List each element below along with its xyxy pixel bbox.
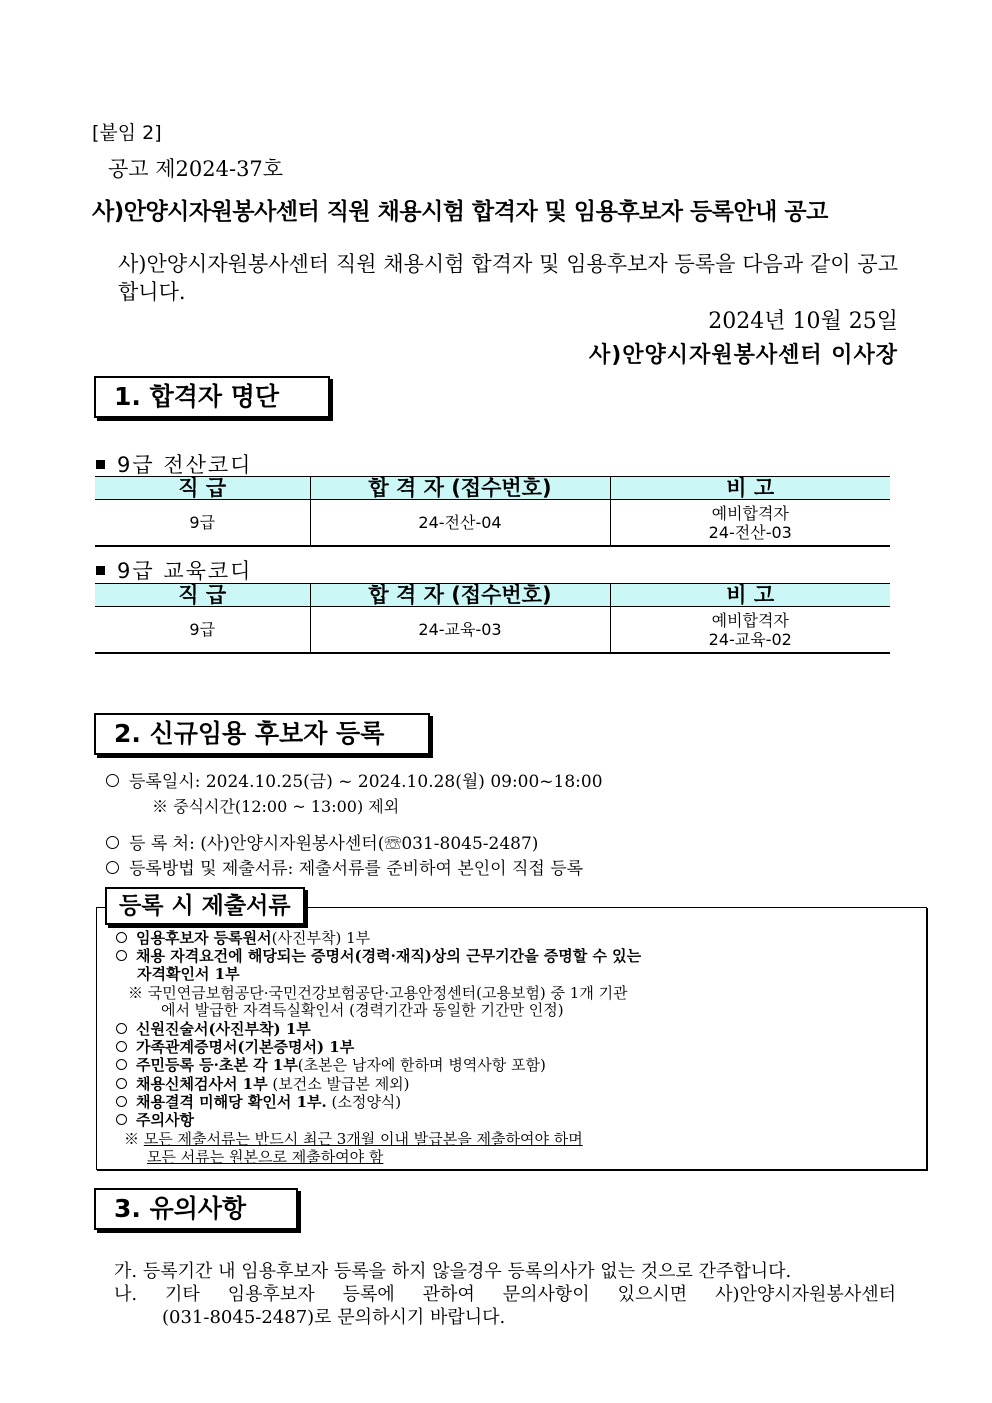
circle-bullet-icon: [116, 1078, 127, 1089]
header-note: 비 고: [610, 477, 890, 500]
header-note: 비 고: [610, 584, 890, 607]
doc-item-1-rest: (사진부착) 1부: [271, 929, 371, 947]
cell-note: [610, 500, 890, 547]
header-grade: 직 급: [95, 584, 310, 607]
category-education: [96, 555, 252, 585]
circle-bullet-icon: [106, 836, 119, 849]
reserve-number: 24-교육-02: [708, 629, 792, 649]
circle-bullet-icon: [116, 1023, 127, 1034]
doc-item-4: [116, 1038, 354, 1056]
square-bullet-icon: [96, 566, 105, 575]
caution-item-1: 가. 등록기간 내 임용후보자 등록을 하지 않을경우 등록의사가 없는 것으로 간주합니다.: [114, 1261, 792, 1282]
doc-item-6-bold: 채용신체검사서 1부: [136, 1075, 268, 1093]
doc-item-6: [116, 1075, 410, 1093]
table-header-row: [95, 584, 890, 607]
section3-heading: 3. 유의사항: [94, 1188, 298, 1230]
doc-item-5-bold: 주민등록 등·초본 각 1부: [136, 1056, 298, 1074]
doc-item-1-bold: 임용후보자 등록원서: [136, 929, 272, 947]
doc-item-2-line2-text: 자격확인서 1부: [137, 965, 240, 983]
header-passer: 합 격 자 (접수번호): [310, 584, 610, 607]
lunch-note: ※ 중식시간(12:00 ~ 13:00) 제외: [152, 797, 400, 816]
circle-bullet-icon: [116, 1059, 127, 1070]
result-table-education: [95, 583, 890, 654]
doc-item-3-text: 신원진술서(사진부착) 1부: [136, 1020, 311, 1038]
registration-method: [106, 858, 583, 880]
category-computer: [96, 449, 252, 479]
page-title: 사)안양시자원봉사센터 직원 채용시험 합격자 및 임용후보자 등록안내 공고: [92, 199, 828, 225]
notice-number: 공고 제2024-37호: [108, 157, 284, 181]
category-label: 9급 전산코디: [117, 453, 253, 477]
table-row: [95, 500, 890, 547]
doc-item-7-bold: 채용결격 미해당 확인서 1부.: [136, 1093, 327, 1111]
circle-bullet-icon: [116, 1041, 127, 1052]
cell-grade: 9급: [95, 500, 310, 547]
doc-item-5-rest: (초본은 남자에 한하며 병역사항 포함): [297, 1056, 546, 1074]
header-passer: 합 격 자 (접수번호): [310, 477, 610, 500]
doc-item-2-note2: 에서 발급한 자격득실확인서 (경력기간과 동일한 기간만 인정): [161, 1001, 564, 1019]
attachment-label: [붙임 2]: [92, 122, 162, 144]
caution-item-2-line2: (031-8045-2487)로 문의하시기 바랍니다.: [162, 1307, 506, 1328]
warning-line-1: [124, 1130, 583, 1148]
cell-grade: 9급: [95, 607, 310, 654]
reserve-label: 예비합격자: [711, 610, 789, 630]
section1-heading: 1. 합격자 명단: [94, 376, 330, 418]
section2-heading: 2. 신규임용 후보자 등록: [94, 713, 430, 755]
registration-method-text: 등록방법 및 제출서류: 제출서류를 준비하여 본인이 직접 등록: [129, 859, 584, 879]
reserve-number: 24-전산-03: [708, 522, 792, 542]
circle-bullet-icon: [116, 932, 127, 943]
result-table-computer: [95, 476, 890, 547]
doc-item-2-line2: [137, 965, 240, 983]
doc-item-4-text: 가족관계증명서(기본증명서) 1부: [136, 1038, 355, 1056]
circle-bullet-icon: [106, 774, 119, 787]
doc-item-8: [116, 1111, 194, 1129]
header-grade: 직 급: [95, 477, 310, 500]
doc-item-7-rest: (소정양식): [326, 1093, 402, 1111]
circle-bullet-icon: [116, 950, 127, 961]
caution-item-2: 나. 기타 임용후보자 등록에 관하여 문의사항이 있으시면 사)안양시자원봉사센터: [114, 1284, 896, 1305]
cell-passer: 24-교육-03: [310, 607, 610, 654]
doc-item-2-bold: 채용 자격요건에 해당되는 증명서(경력·재직)상의 근무기간을 증명할 수 있는: [136, 947, 642, 965]
cell-note: [610, 607, 890, 654]
reserve-label: 예비합격자: [711, 503, 789, 523]
reference-mark: ※: [124, 1130, 140, 1148]
doc-item-2: [116, 947, 641, 965]
doc-item-5: [116, 1056, 546, 1074]
circle-bullet-icon: [116, 1114, 127, 1125]
documents-box-label: 등록 시 제출서류: [105, 887, 305, 925]
doc-item-2-note1: ※ 국민연금보험공단·국민건강보험공단·고용안정센터(고용보험) 중 1개 기관: [128, 984, 628, 1002]
warning-text-1: 모든 제출서류는 반드시 최근 3개월 이내 발급본을 제출하여야 하며: [143, 1130, 583, 1148]
registration-period: [106, 771, 603, 793]
intro-paragraph: 사)안양시자원봉사센터 직원 채용시험 합격자 및 임용후보자 등록을 다음과 같이 공고합니다.: [118, 252, 898, 304]
registration-period-text: 등록일시: 2024.10.25(금) ~ 2024.10.28(월) 09:00~18:00: [129, 772, 603, 792]
doc-item-7: [116, 1093, 401, 1111]
warning-line-2: [147, 1148, 383, 1166]
table-header-row: [95, 477, 890, 500]
signer: 사)안양시자원봉사센터 이사장: [589, 343, 898, 368]
doc-item-8-text: 주의사항: [136, 1111, 194, 1129]
circle-bullet-icon: [116, 1096, 127, 1107]
registration-place-text: 등 록 처: (사)안양시자원봉사센터(☏031-8045-2487): [129, 834, 539, 854]
doc-item-1: [116, 929, 370, 947]
table-row: [95, 607, 890, 654]
circle-bullet-icon: [106, 861, 119, 874]
square-bullet-icon: [96, 460, 105, 469]
warning-text-2: 모든 서류는 원본으로 제출하여야 함: [147, 1148, 384, 1166]
doc-item-6-rest: (보건소 발급본 제외): [267, 1075, 410, 1093]
category-label: 9급 교육코디: [117, 559, 253, 583]
registration-place: [106, 833, 538, 855]
doc-item-3: [116, 1020, 311, 1038]
notice-date: 2024년 10월 25일: [708, 309, 898, 334]
cell-passer: 24-전산-04: [310, 500, 610, 547]
